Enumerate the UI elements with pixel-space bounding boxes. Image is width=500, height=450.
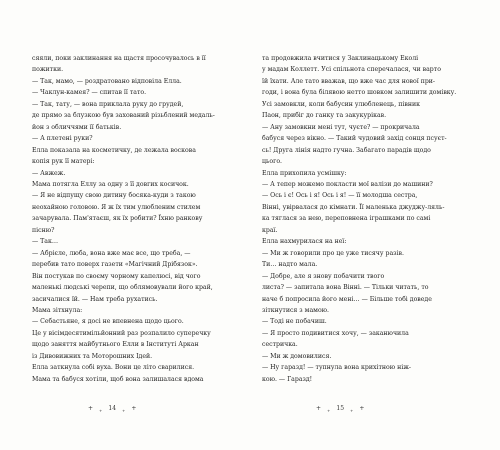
text-line: годи, і вона була білявою нетто шовком залишити домівку. [262, 89, 457, 97]
text-line: — Ану замовкни мені тут, чуєте? — прокричала [262, 123, 420, 131]
text-line: Елла нахмурилася на неї: [262, 238, 347, 246]
text-line: Елла прихопила усмішку: [262, 169, 347, 177]
text-line: та продовжила вчитися у Заклинацькому Еколі [262, 55, 419, 62]
ornament-icon: + [350, 408, 354, 413]
text-line: — Добре, але я знову побачити твого [262, 272, 385, 280]
text-line: у мадам Коллетт. Усі спільнота сперечалася, чи варто [262, 66, 441, 74]
text-line: — Абрієле, люба, вона вже має все, що треба, — [32, 249, 191, 257]
text-line: — Так… [32, 238, 59, 246]
text-line: Мама та бабуся хотіли, щоб вона залишалася вдома [32, 375, 204, 383]
ornament-icon: + [327, 408, 331, 413]
page-number: 14 [108, 405, 117, 412]
text-line: сь! Друга лінія надто гучна. Забагато парадів щодо [262, 146, 431, 154]
text-line: пісню? [32, 226, 55, 234]
text-line: перебив тато поверх газети «Магічний Дрібязок». [32, 261, 198, 269]
text-line: засичалися їй. — Нам треба рухатись. [32, 295, 158, 303]
ornament-icon: + [131, 405, 137, 412]
text-line: — А тепер можемо покласти мої валізи до машини? [262, 180, 433, 188]
ornament-icon: + [316, 405, 322, 412]
text-line: зіткнутися з мамою. [262, 306, 330, 314]
ornament-icon: + [359, 405, 365, 412]
text-line: де прямо за блузкою був захований різьблений медаль- [32, 112, 215, 120]
left-page-text [32, 53, 222, 385]
text-line: листа? — запитала вона Вінні. — Тільки читать, то [262, 284, 429, 292]
text-line: Мама зітхнула: [32, 306, 83, 314]
text-line: — Ну гаразд! — тупнула вона крихітною ніж- [262, 364, 411, 372]
text-line: кою. — Гаразд! [262, 375, 313, 383]
right-folio [316, 405, 364, 412]
text-line: — Ось і є! Ось і я! Ось і я! — її молодша сестра, [262, 192, 418, 200]
text-line: пожитки. [32, 66, 64, 74]
ornament-icon: + [99, 408, 103, 413]
text-line: — Так, мамо, — роздратовано відповіла Елла. [32, 77, 182, 85]
text-line: маленькі людські черепи, що облямовували його край, [32, 284, 213, 292]
text-line: Вінні, увірвалася до кімнати. Її маленька джуджу-ляль- [262, 203, 445, 211]
text-line: — Авжеж. [32, 169, 66, 177]
ornament-icon: + [122, 408, 126, 413]
text-line: — Я просто подивитися хочу, — заканючила [262, 329, 409, 337]
text-line: сяяли, поки заклинання на щастя просочувалось в її [32, 55, 206, 62]
text-line: — Я не відпущу свою дитину босяка-куди з такою [32, 192, 196, 200]
text-line: Ти… надто мала. [262, 261, 318, 269]
text-line: щодо заняття майбутнього Елли в Інституті Аркан [32, 341, 199, 349]
text-line: — Тоді не побачиш. [262, 318, 327, 326]
text-line: ка тяглася за нею, переповнена іграшками по самі [262, 215, 431, 223]
text-line: Мама потягла Еллу за одну з її довгих косичок. [32, 180, 189, 188]
text-line: наче б попросила його мені… — Більше тобі доведе [262, 295, 432, 303]
text-line: Це у вісімдесятимільйонний раз розпалило суперечку [32, 329, 211, 337]
text-line: копія рук її матері: [32, 158, 95, 166]
text-line: — А плетені руки? [32, 135, 93, 143]
text-line: цього. [262, 158, 283, 166]
text-line: бабуся через вікно. — Такий чудовий захід сонця псуєт- [262, 135, 447, 143]
right-page [250, 0, 500, 450]
page-number: 15 [336, 405, 345, 412]
text-line: — Так, тату, — вона приклала руку до грудей, [32, 100, 184, 108]
text-line: Паон, прибіг до ганку та закукурікав. [262, 112, 387, 120]
text-line: — Ми ж домовилися. [262, 352, 332, 360]
text-line: — Себастьяне, я досі не впевнена щодо цього. [32, 318, 184, 326]
text-line: йон з обличчями її батьків. [32, 123, 122, 131]
text-line: Елла показала на косметичку, де лежала воскова [32, 146, 196, 154]
text-line: Усі замовкли, коли бабусин улюбленець, півник [262, 100, 420, 108]
text-line: сестричка. [262, 341, 298, 349]
text-line: краї. [262, 226, 278, 234]
text-line: неохайною головою. Я ж їх тим улюбленим стилем [32, 203, 201, 211]
text-line: Елла заткнула собі вуха. Вони це літо сварилися. [32, 364, 195, 372]
text-line: — Чаклун-камея? — спитав її тато. [32, 89, 147, 97]
text-line: — Ми ж говорили про це уже тисячу разів. [262, 249, 404, 257]
right-page-text [262, 53, 458, 385]
text-line: Він постукав по своєму чорному капелюсі, від чого [32, 272, 201, 280]
ornament-icon: + [88, 405, 94, 412]
text-line: із Дивовижних та Моторошних Ідей. [32, 352, 153, 360]
text-line: їй їхати. Але тато вважав, що вже час для нової при- [262, 77, 436, 85]
left-folio [88, 405, 136, 412]
text-line: зачарувала. Пам'ятаєш, як їх робити? Їхню ранкову [32, 215, 203, 223]
